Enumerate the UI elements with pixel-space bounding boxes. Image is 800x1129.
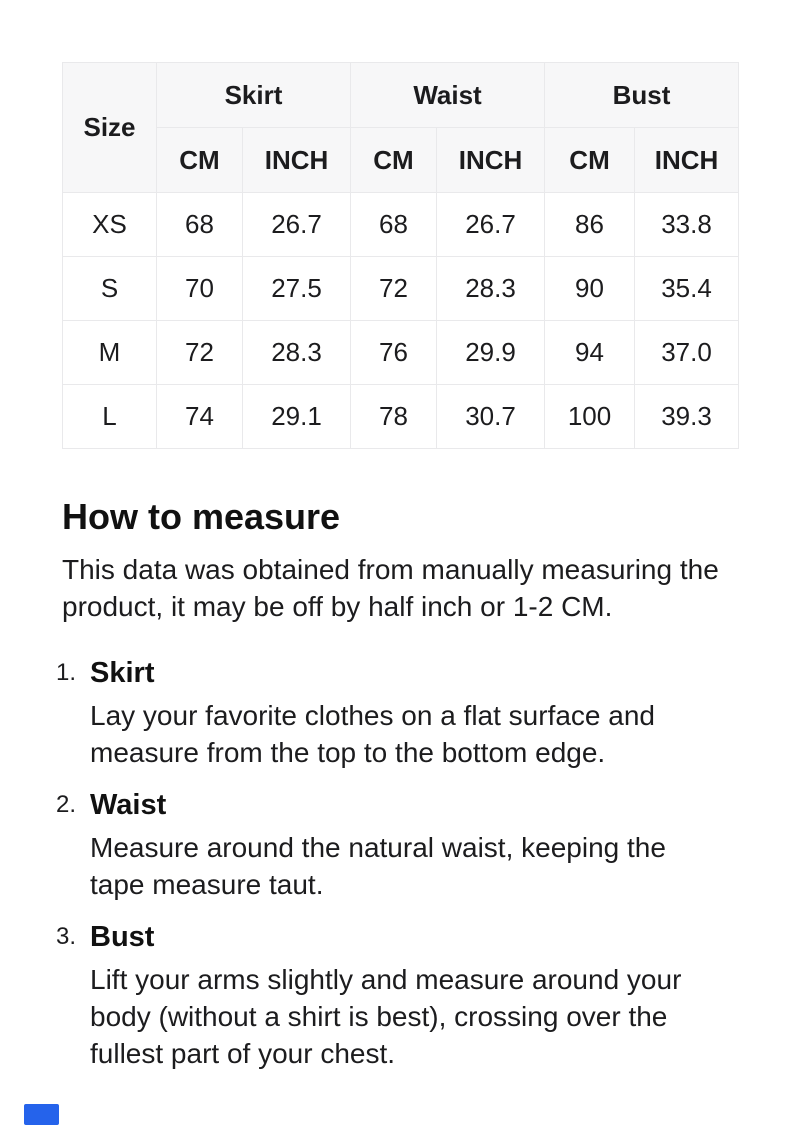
size-label: XS	[63, 193, 157, 257]
group-header-row	[63, 63, 739, 128]
unit-header: INCH	[635, 128, 739, 193]
cell: 72	[351, 257, 437, 321]
cell: 68	[351, 193, 437, 257]
cell: 35.4	[635, 257, 739, 321]
unit-header: INCH	[437, 128, 545, 193]
unit-header: CM	[545, 128, 635, 193]
cell: 72	[157, 321, 243, 385]
cell: 26.7	[243, 193, 351, 257]
cell: 28.3	[243, 321, 351, 385]
cell: 78	[351, 385, 437, 449]
list-item-waist	[56, 783, 740, 915]
step-description: Measure around the natural waist, keeping the tape measure taut.	[90, 832, 666, 900]
list-item-bust	[56, 915, 740, 1084]
cell: 30.7	[437, 385, 545, 449]
cell: 26.7	[437, 193, 545, 257]
step-title: Bust	[90, 921, 155, 953]
step-title: Skirt	[90, 657, 155, 689]
unit-header: CM	[351, 128, 437, 193]
group-header-bust: Bust	[545, 63, 739, 128]
list-item-skirt	[56, 651, 740, 783]
cell: 70	[157, 257, 243, 321]
size-corner-header: Size	[63, 63, 157, 193]
cell: 29.1	[243, 385, 351, 449]
table-row	[63, 385, 739, 449]
cell: 68	[157, 193, 243, 257]
size-label: L	[63, 385, 157, 449]
group-header-waist: Waist	[351, 63, 545, 128]
cell: 39.3	[635, 385, 739, 449]
step-description: Lift your arms slightly and measure around your body (without a shirt is best), crossing over the fullest part of your chest.	[90, 964, 682, 1069]
cell: 29.9	[437, 321, 545, 385]
cell: 100	[545, 385, 635, 449]
step-description: Lay your favorite clothes on a flat surface and measure from the top to the bottom edge.	[90, 700, 655, 768]
cell: 76	[351, 321, 437, 385]
group-header-skirt: Skirt	[157, 63, 351, 128]
step-number: 1.	[56, 659, 77, 686]
unit-header-row	[63, 128, 739, 193]
cell: 33.8	[635, 193, 739, 257]
text-cursor-artifact	[24, 1104, 59, 1125]
unit-header: INCH	[243, 128, 351, 193]
cell: 28.3	[437, 257, 545, 321]
size-chart-table	[62, 62, 739, 449]
size-label: S	[63, 257, 157, 321]
table-row	[63, 193, 739, 257]
measure-steps-list	[56, 651, 740, 1084]
cell: 37.0	[635, 321, 739, 385]
step-title: Waist	[90, 789, 167, 821]
step-number: 3.	[56, 923, 77, 950]
unit-header: CM	[157, 128, 243, 193]
cell: 94	[545, 321, 635, 385]
table-row	[63, 321, 739, 385]
table-row	[63, 257, 739, 321]
cell: 27.5	[243, 257, 351, 321]
measure-intro-text: This data was obtained from manually measuring the product, it may be off by half inch or 1-2 CM.	[62, 554, 719, 622]
cell: 90	[545, 257, 635, 321]
size-label: M	[63, 321, 157, 385]
how-to-measure-heading: How to measure	[62, 496, 341, 537]
cell: 86	[545, 193, 635, 257]
cell: 74	[157, 385, 243, 449]
step-number: 2.	[56, 791, 77, 818]
